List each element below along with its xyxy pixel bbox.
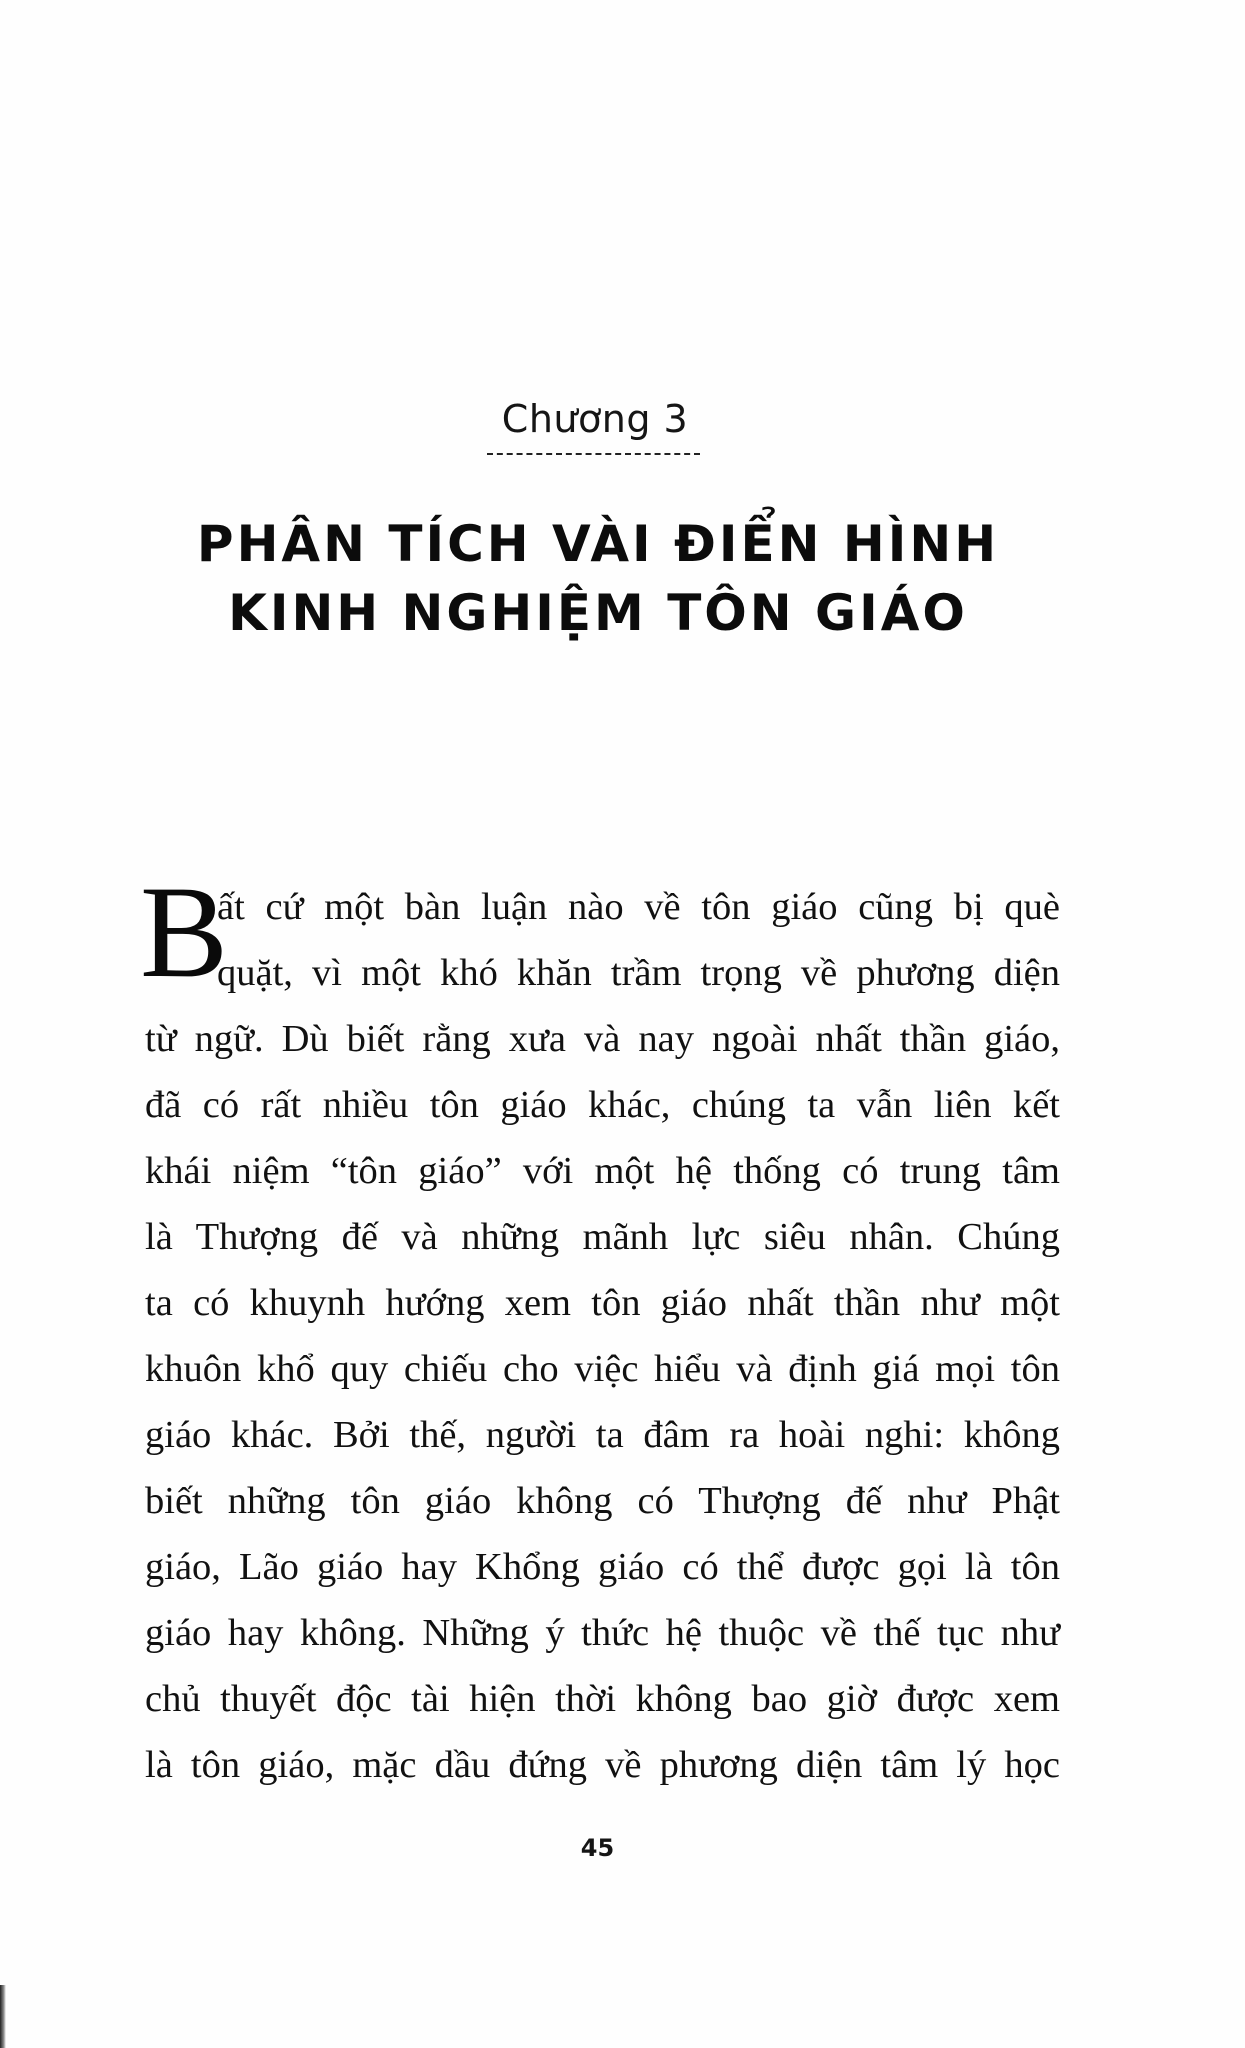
body-paragraph: [145, 874, 1060, 1798]
body-line: là tôn giáo, mặc dầu đứng về phương diện tâm lý học: [145, 1744, 1060, 1786]
chapter-title-line-1: PHÂN TÍCH VÀI ĐIỂN HÌNH: [196, 515, 1000, 573]
body-line: khái niệm “tôn giáo” với một hệ thống có trung tâm: [145, 1150, 1060, 1192]
chapter-label: Chương 3: [501, 397, 689, 441]
body-line: quặt, vì một khó khăn trầm trọng về phương diện: [217, 952, 1060, 994]
drop-cap: B: [140, 858, 229, 1005]
body-line: ất cứ một bàn luận nào về tôn giáo cũng bị què: [217, 886, 1060, 928]
chapter-dotted-rule: [487, 453, 700, 455]
page-number: 45: [580, 1834, 615, 1862]
body-line: giáo, Lão giáo hay Khổng giáo có thể được gọi là tôn: [145, 1546, 1060, 1588]
body-line: khuôn khổ quy chiếu cho việc hiểu và định giá mọi tôn: [145, 1348, 1060, 1390]
page-edge-shadow: [0, 1985, 6, 2048]
body-line: chủ thuyết độc tài hiện thời không bao giờ được xem: [145, 1678, 1060, 1720]
body-line: đã có rất nhiều tôn giáo khác, chúng ta vẫn liên kết: [145, 1084, 1060, 1126]
chapter-title-line-2: KINH NGHIỆM TÔN GIÁO: [228, 584, 968, 642]
body-line: ta có khuynh hướng xem tôn giáo nhất thần như một: [145, 1282, 1060, 1324]
body-line: giáo hay không. Những ý thức hệ thuộc về thế tục như: [145, 1612, 1060, 1654]
body-line: từ ngữ. Dù biết rằng xưa và nay ngoài nhất thần giáo,: [145, 1018, 1060, 1060]
body-line: là Thượng đế và những mãnh lực siêu nhân. Chúng: [145, 1216, 1060, 1258]
body-line: biết những tôn giáo không có Thượng đế như Phật: [145, 1480, 1060, 1522]
body-line: giáo khác. Bởi thế, người ta đâm ra hoài nghi: không: [145, 1414, 1060, 1456]
